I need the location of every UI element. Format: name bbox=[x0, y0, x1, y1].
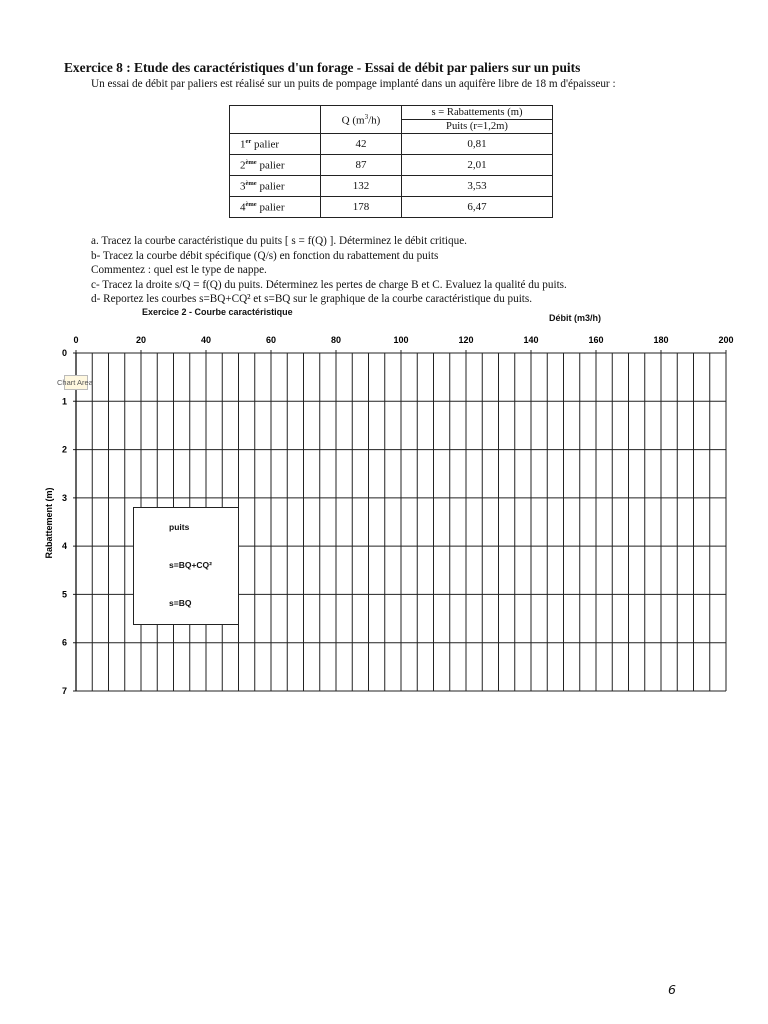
y-tick-label: 7 bbox=[61, 686, 67, 696]
row-q: 87 bbox=[321, 155, 402, 176]
x-tick-labels bbox=[73, 335, 733, 345]
y-tick-label: 6 bbox=[61, 637, 67, 648]
legend-entry-bq: s=BQ bbox=[169, 598, 192, 608]
x-tick-label: 20 bbox=[135, 335, 147, 345]
row-label: 2ème palier bbox=[230, 155, 321, 176]
x-axis-label: Débit (m3/h) bbox=[549, 313, 602, 323]
question-b-comment: Commentez : quel est le type de nappe. bbox=[91, 264, 267, 276]
row-label: 4ème palier bbox=[230, 197, 321, 218]
x-tick-label: 80 bbox=[330, 335, 342, 345]
row-label: 3ème palier bbox=[230, 176, 321, 197]
x-tick-label: 140 bbox=[523, 335, 539, 345]
chart-title: Exercice 2 - Courbe caractéristique bbox=[142, 307, 293, 317]
row-q: 178 bbox=[321, 197, 402, 218]
x-tick-label: 100 bbox=[393, 335, 409, 345]
question-c: c- Tracez la droite s/Q = f(Q) du puits. Déterminez les pertes de charge B et C. Evaluez la qualité du puits. bbox=[91, 278, 567, 291]
x-tick-label: 180 bbox=[653, 335, 669, 345]
legend-entry-puits: puits bbox=[169, 522, 190, 532]
y-tick-label: 5 bbox=[61, 589, 67, 600]
q-header: Q $(m^3/h)$ bbox=[321, 106, 402, 134]
x-tick-label: 60 bbox=[265, 335, 277, 345]
x-tick-label: 120 bbox=[458, 335, 474, 345]
row-s: 6,47 bbox=[402, 197, 553, 218]
question-b: b- Tracez la courbe débit spécifique (Q/s) en fonction du rabattement du puits bbox=[91, 249, 439, 262]
row-label: 1er palier bbox=[230, 134, 321, 155]
row-q: 132 bbox=[321, 176, 402, 197]
x-tick-label: 200 bbox=[718, 335, 734, 345]
chart-area-tag: Chart Area bbox=[64, 375, 88, 390]
legend-entry-bq-cq2: s=BQ+CQ² bbox=[169, 560, 212, 570]
chart-legend bbox=[133, 507, 239, 625]
row-s: 2,01 bbox=[402, 155, 553, 176]
y-tick-label: 3 bbox=[61, 492, 67, 503]
page-number: 6 bbox=[668, 982, 676, 997]
y-tick-label: 0 bbox=[61, 348, 67, 358]
y-tick-label: 2 bbox=[61, 444, 67, 455]
row-s: 0,81 bbox=[402, 134, 553, 155]
y-tick-label: 4 bbox=[61, 541, 67, 552]
question-a: a. Tracez la courbe caractéristique du puits [ s = f(Q) ]. Déterminez le débit critique. bbox=[91, 235, 467, 247]
row-s: 3,53 bbox=[402, 176, 553, 197]
exercise-intro: Un essai de débit par paliers est réalisé sur un puits de pompage implanté dans un aquifère libre de 18 m d'épaisseur : bbox=[91, 78, 616, 90]
exercise-title: Exercice 8 : Etude des caractéristiques d'un forage - Essai de débit par paliers sur un puits bbox=[64, 60, 581, 75]
row-q: 42 bbox=[321, 134, 402, 155]
y-tick-labels bbox=[62, 348, 67, 696]
s-header: s = Rabattements (m) bbox=[402, 106, 553, 120]
s-subheader: Puits (r=1,2m) bbox=[402, 120, 553, 134]
x-tick-label: 160 bbox=[588, 335, 604, 345]
x-tick-label: 40 bbox=[200, 335, 212, 345]
question-d: d- Reportez les courbes s=BQ+CQ² et s=BQ sur le graphique de la courbe caractéristique du puits. bbox=[91, 293, 533, 305]
y-axis-label: Rabattement (m) bbox=[44, 487, 54, 559]
y-tick-label: 1 bbox=[61, 396, 67, 407]
x-tick-label: 0 bbox=[73, 335, 79, 345]
